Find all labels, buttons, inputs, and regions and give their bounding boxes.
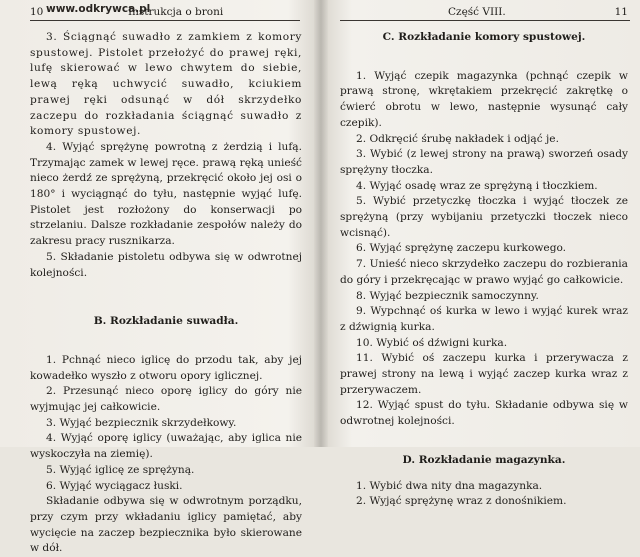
right-header-rule bbox=[340, 20, 630, 21]
spacer bbox=[340, 469, 628, 479]
paragraph: 4. Wyjąć sprężynę powrotną z żerdzią i lufą. Trzymając zamek w lewej ręce. prawą ręką unieść nieco żerdź ze sprężyną, przekręcić około jej osi o 180° i wyciągnąć do tyłu, następnie wyjąć lufę. Pistolet jest rozłożony do konserwacji po strzelaniu. Dalsze rozkładanie zespołów należy do zakresu pracy rusznikarza. bbox=[30, 140, 302, 248]
left-page-body bbox=[30, 30, 302, 557]
list-item: 2. Przesunąć nieco oporę iglicy do góry nie wyjmując jej całkowicie. bbox=[30, 385, 302, 414]
section-heading: D. Rozkładanie magazynka. bbox=[402, 453, 566, 466]
watermark: www.odkrywca.pl bbox=[46, 3, 151, 15]
list-item: 12. Wyjąć spust do tyłu. Składanie odbywa się w odwrotnej kolejności. bbox=[340, 399, 628, 428]
list-item: 3. Wybić (z lewej strony na prawą) sworzeń osady sprężyny tłoczka. bbox=[340, 148, 628, 176]
paragraph: 5. Składanie pistoletu odbywa się w odwrotnej kolejności. bbox=[30, 250, 302, 279]
list-item: 10. Wybić oś dźwigni kurka. bbox=[356, 336, 508, 349]
list-item: 3. Wyjąć bezpiecznik skrzydełkowy. bbox=[46, 416, 237, 429]
list-item: Składanie odbywa się w odwrotnym porządku, przy czym przy wkładaniu iglicy pamiętać, aby wycięcie na zaczep bezpiecznika było skierowane w dół. bbox=[30, 495, 302, 555]
list-item: 1. Wyjąć czepik magazynka (pchnąć czepik w prawą stronę, wkrętakiem przekręcić zakrętkę o ćwierć obrotu w lewo, następnie wysunąć cały czepik). bbox=[340, 69, 628, 129]
left-header-rule bbox=[30, 20, 300, 21]
list-item: 2. Wyjąć sprężynę wraz z donośnikiem. bbox=[356, 495, 567, 508]
list-item: 2. Odkręcić śrubę nakładek i odjąć je. bbox=[356, 132, 559, 145]
spacer bbox=[30, 304, 302, 314]
list-item: 1. Wybić dwa nity dna magazynka. bbox=[356, 479, 543, 492]
list-item: 5. Wyjąć iglicę ze sprężyną. bbox=[46, 463, 195, 476]
left-page bbox=[0, 0, 316, 555]
right-page-number: 11 bbox=[614, 6, 628, 18]
spacer bbox=[340, 430, 628, 453]
spacer bbox=[30, 281, 302, 304]
left-page-number: 10 bbox=[30, 6, 44, 18]
list-item: 6. Wyjąć wyciągacz łuski. bbox=[46, 479, 183, 492]
list-item: 11. Wybić oś zaczepu kurka i przerywacza z prawej strony na lewą i wyjąć zaczep kurka wraz z przerywaczem. bbox=[340, 352, 628, 396]
right-page-body bbox=[340, 30, 628, 510]
list-item: 9. Wypchnąć oś kurka w lewo i wyjąć kurek wraz z dźwignią kurka. bbox=[340, 305, 628, 333]
section-heading: C. Rozkładanie komory spustowej. bbox=[382, 31, 586, 43]
spacer bbox=[30, 330, 302, 353]
list-item: 5. Wybić przetyczkę tłoczka i wyjąć tłoczek ze sprężyną (przy wybijaniu przetyczki tłoczek nieco wcisnąć). bbox=[340, 195, 628, 239]
paragraph: 3. Ściągnąć suwadło z zamkiem z komory spustowej. Pistolet przełożyć do prawej ręki, lufę skierować w lewo chwytem do siebie, lewą ręką uchwycić suwadło, kciukiem prawej ręki odsunąć w dół skrzydełko zaczepu do rozkładania ściągnąć suwadło z komory spustowej. bbox=[30, 31, 302, 138]
list-item: 8. Wyjąć bezpiecznik samoczynny. bbox=[356, 289, 539, 302]
spacer bbox=[340, 46, 628, 69]
left-running-title: Instrukcja o broni bbox=[128, 6, 224, 18]
list-item: 1. Pchnąć nieco iglicę do przodu tak, aby jej kowadełko wyszło z otworu opory iglicznej. bbox=[30, 353, 302, 382]
list-item: 7. Unieść nieco skrzydełko zaczepu do rozbierania do góry i przekręcając w prawo wyjąć go całkowicie. bbox=[340, 258, 628, 286]
list-item: 4. Wyjąć osadę wraz ze sprężyną i tłoczkiem. bbox=[356, 179, 598, 192]
right-running-title: Część VIII. bbox=[448, 6, 506, 18]
right-page bbox=[326, 0, 640, 508]
section-heading: B. Rozkładanie suwadła. bbox=[93, 315, 239, 328]
list-item: 4. Wyjąć oporę iglicy (uważając, aby iglica nie wyskoczyła na ziemię). bbox=[30, 432, 302, 461]
list-item: 6. Wyjąć sprężynę zaczepu kurkowego. bbox=[356, 242, 567, 255]
